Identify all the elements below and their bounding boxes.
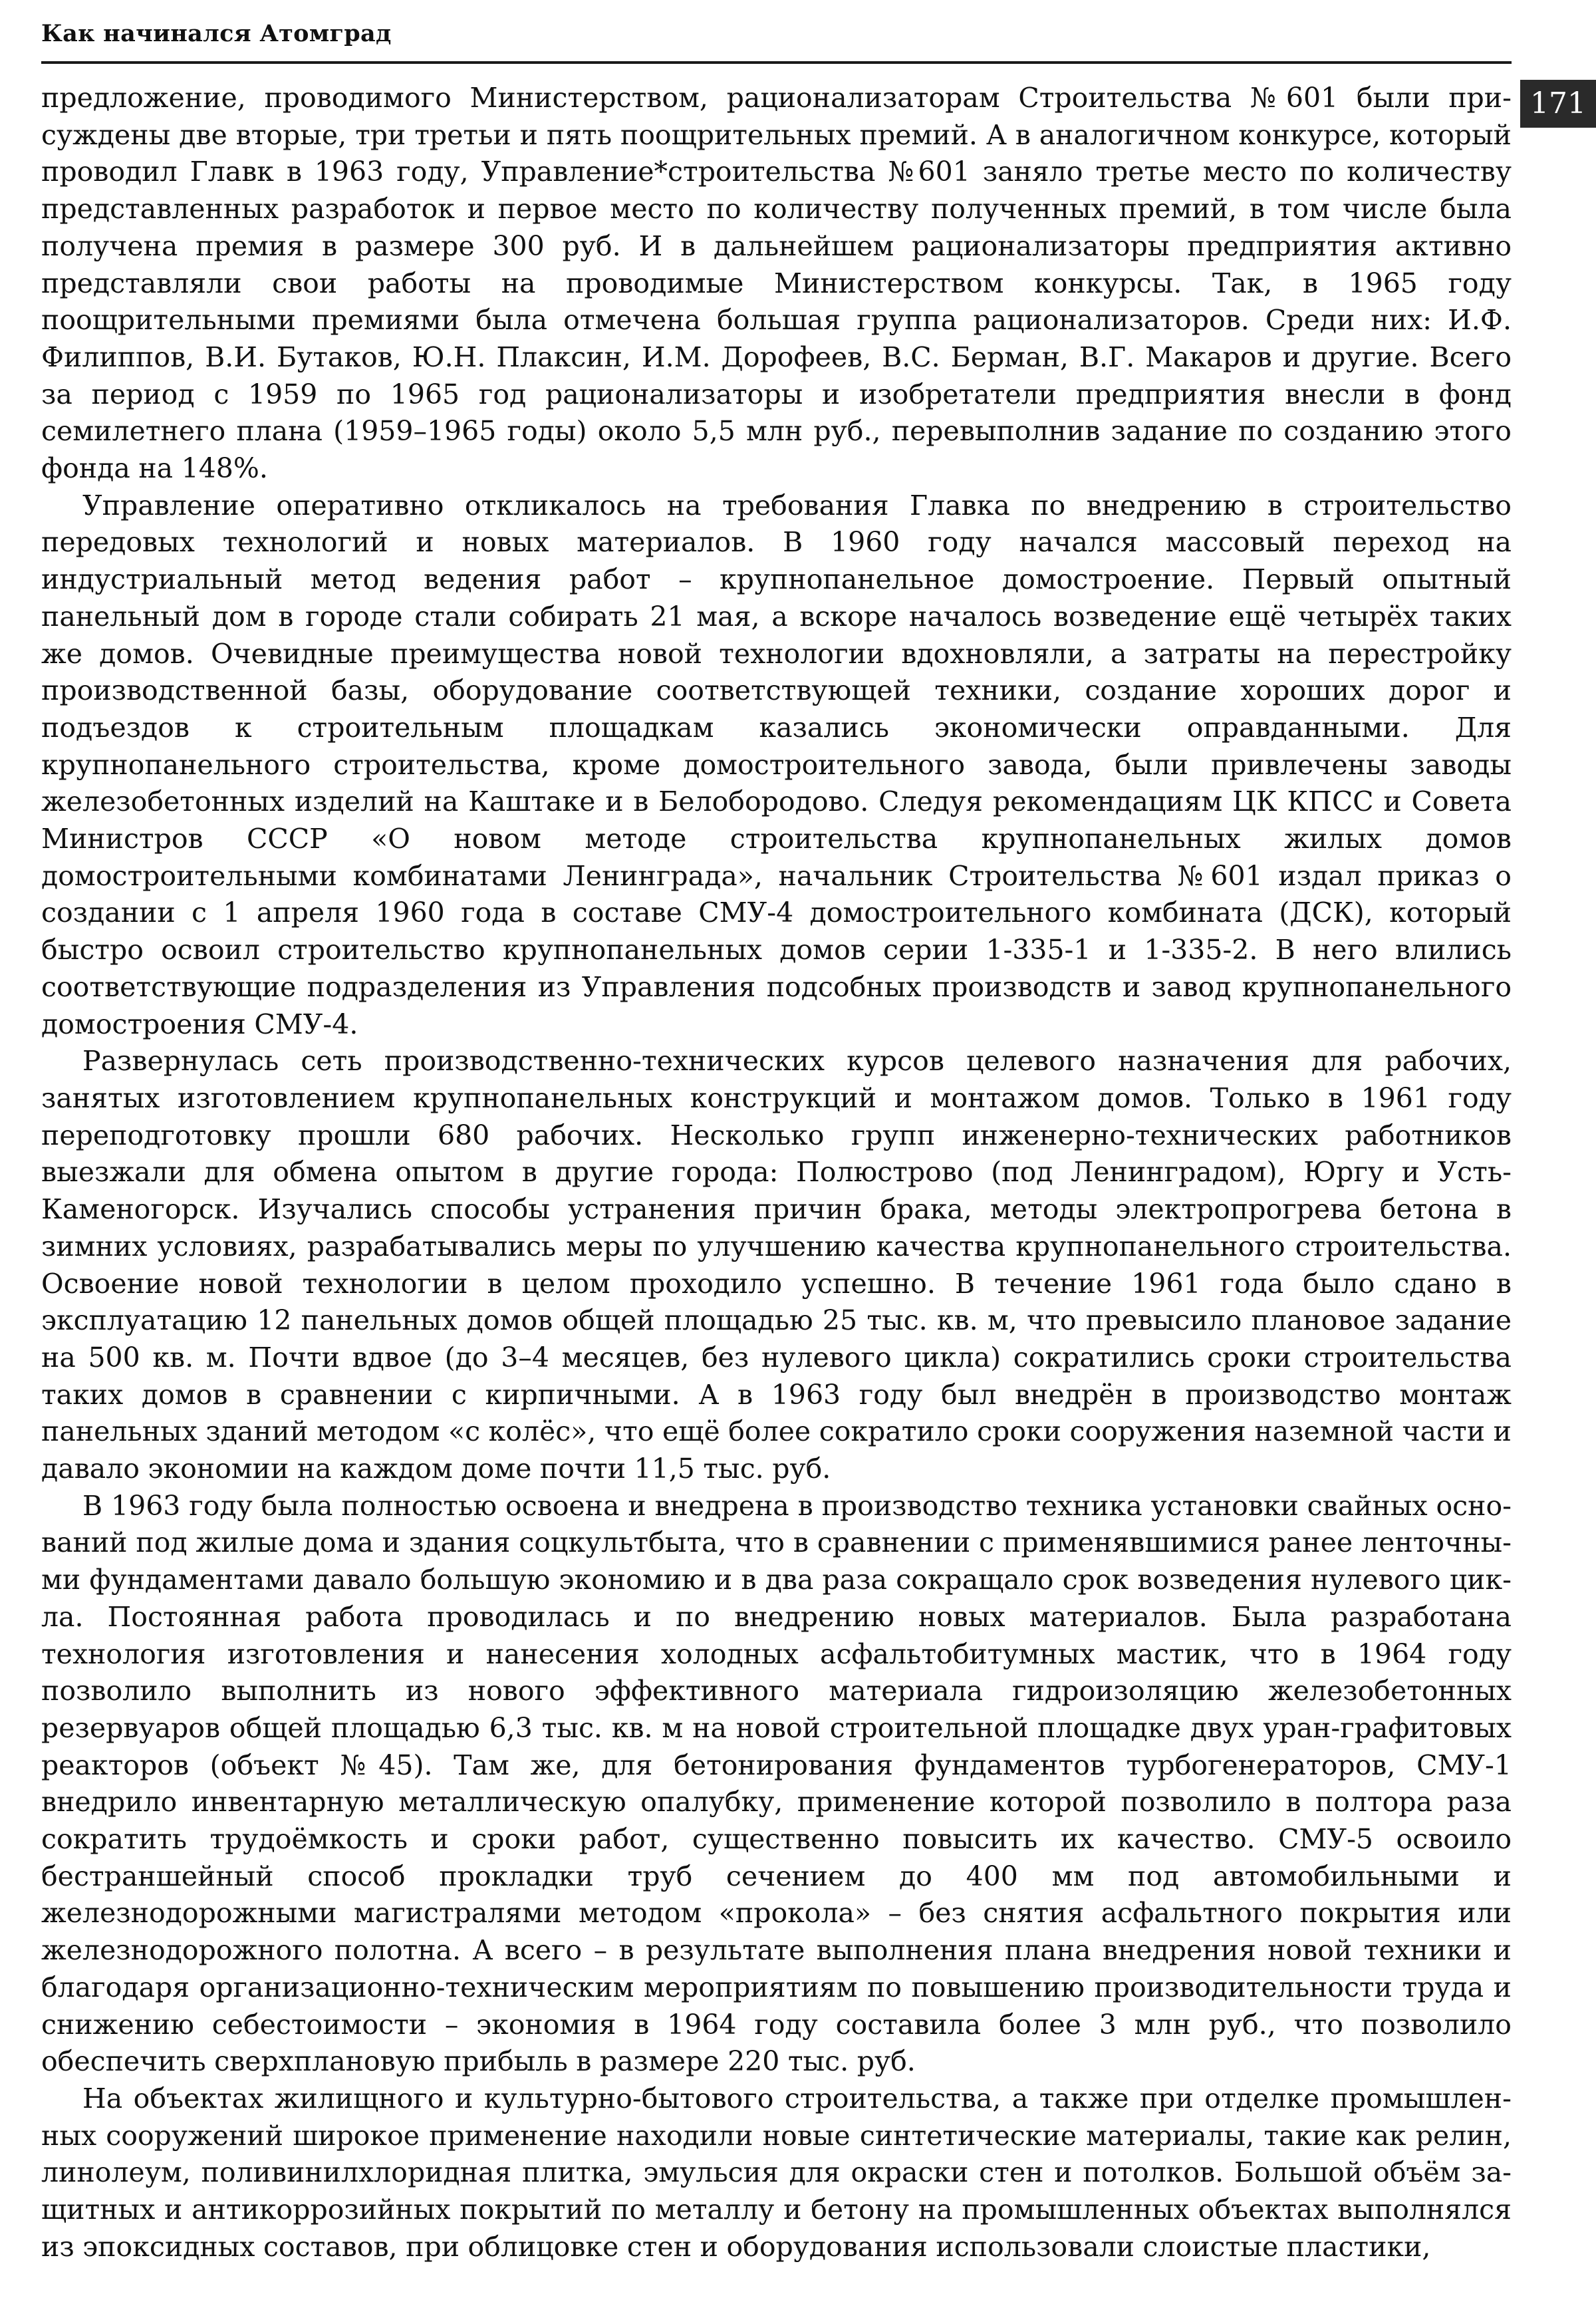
- paragraph-5: На объектах жилищного и культурно-бытового строительства, а также при отделке промышленных сооружений широкое применение находили новые синтетические материалы, такие как релин, линолеум, поливинилхлоридная плитка, эмульсия для окраски стен и потолков. Большой объём защитных и антикоррозийных покрытий по металлу и бетону на промышленных объектах выполнялся из эпоксидных составов, при облицовке стен и оборудования использовали слоистые пластики,: [41, 2082, 1512, 2263]
- running-title: Как начинался Атомград: [41, 20, 392, 47]
- body-text: [41, 80, 1512, 2265]
- paragraph-1: предложение, проводимого Министерством, рационализаторам Строительства №601 были присуждены две вторые, три третьи и пять поощрительных премий. А в аналогичном конкурсе, который проводил Главк в 1963 году, Управление*строительства №601 заняло третье место по количеству представленных разработок и первое место по количеству полученных премий, в том числе была получена премия в размере 300 руб. И в дальнейшем рационализаторы предприятия активно представляли свои работы на проводимые Министерством конкурсы. Так, в 1965 году поощрительными премиями была отмечена большая группа рационализаторов. Среди них: И.Ф. Филиппов, В.И. Бутаков, Ю.Н. Плаксин, И.М. Дорофеев, В.С. Берман, В.Г. Макаров и другие. Всего за период с 1959 по 1965 год рационализаторы и изобретатели предприятия внесли в фонд семилетнего плана (1959–1965 годы) около 5,5 млн руб., перевыполнив задание по созданию этого фонда на 148%.: [41, 82, 1512, 485]
- paragraph-2: Управление оперативно откликалось на требования Главка по внедрению в строительство передовых технологий и новых материалов. В 1960 году начался массовый переход на индустриальный метод ведения работ – крупнопанельное домостроение. Первый опытный панельный дом в городе стали собирать 21 мая, а вскоре началось возведение ещё четырёх таких же домов. Очевидные преимущества новой технологии вдохновляли, а затраты на перестройку производственной базы, оборудование соответствующей техники, создание хороших дорог и подъездов к строительным площадкам казались экономически оправданными. Для крупнопанельного строительства, кроме домостроительного завода, были привлечены заводы железобетонных изделий на Каштаке и в Белобородово. Следуя рекомендациям ЦК КПСС и Совета Министров СССР «О новом методе строительства крупнопанельных жилых домов домостроительными комбинатами Ленинграда», начальник Строительства №601 издал приказ о создании с 1 апреля 1960 года в составе СМУ-4 домостроительного комбината (ДСК), который быстро освоил строительство крупнопанельных домов серии 1-335-1 и 1-335-2. В него влились соответствующие подразделения из Управления подсобных производств и завод крупнопанельного домостроения СМУ-4.: [41, 489, 1512, 1040]
- paragraph-3: Развернулась сеть производственно-технических курсов целевого назначения для рабочих, занятых изготовлением крупнопанельных конструкций и монтажом домов. Только в 1961 году переподготовку прошли 680 рабочих. Несколько групп инженерно-технических работников выезжали для обмена опытом в другие города: Полюстрово (под Ленинградом), Юргу и Усть-Каменогорск. Изучались способы устранения причин брака, методы электропрогрева бетона в зимних условиях, разрабатывались меры по улучшению качества крупнопанельного строительства. Освоение новой технологии в целом проходило успешно. В течение 1961 года было сдано в эксплуатацию 12 панельных домов общей площадью 25 тыс. кв. м, что превысило плановое задание на 500 кв. м. Почти вдвое (до 3–4 месяцев, без нулевого цикла) сократились сроки строительства таких домов в сравнении с кирпичными. А в 1963 году был внедрён в производство монтаж панельных зданий методом «с колёс», что ещё более сократило сроки сооружения наземной части и давало экономии на каждом доме почти 11,5 тыс. руб.: [41, 1045, 1512, 1485]
- paragraph-4: В 1963 году была полностью освоена и внедрена в производство техника установки свайных оснований под жилые дома и здания соцкультбыта, что в сравнении с применявшимися ранее ленточными фундаментами давало большую экономию и в два раза сокращало срок возведения нулевого цикла. Постоянная работа проводилась и по внедрению новых материалов. Была разработана технология изготовления и нанесения холодных асфальтобитумных мастик, что в 1964 году позволило выполнить из нового эффективного материала гидроизоляцию железобетонных резервуаров общей площадью 6,3 тыс. кв. м на новой строительной площадке двух уран-графитовых реакторов (объект №45). Там же, для бетонирования фундаментов турбогенераторов, СМУ-1 внедрило инвентарную металлическую опалубку, применение которой позволило в полтора раза сократить трудоёмкость и сроки работ, существенно повысить их качество. СМУ-5 освоило бестраншейный способ прокладки труб сечением до 400 мм под автомобильными и железнодорожными магистралями методом «прокола» – без снятия асфальтного покрытия или железнодорожного полотна. А всего – в результате выполнения плана внедрения новой техники и благодаря организационно-техническим мероприятиям по повышению производительности труда и снижению себестоимости – экономия в 1964 году составила более 3 млн руб., что позволило обеспечить сверхплановую прибыль в размере 220 тыс. руб.: [41, 1489, 1512, 2078]
- page-number: 171: [1520, 80, 1596, 128]
- header-rule: [41, 61, 1512, 64]
